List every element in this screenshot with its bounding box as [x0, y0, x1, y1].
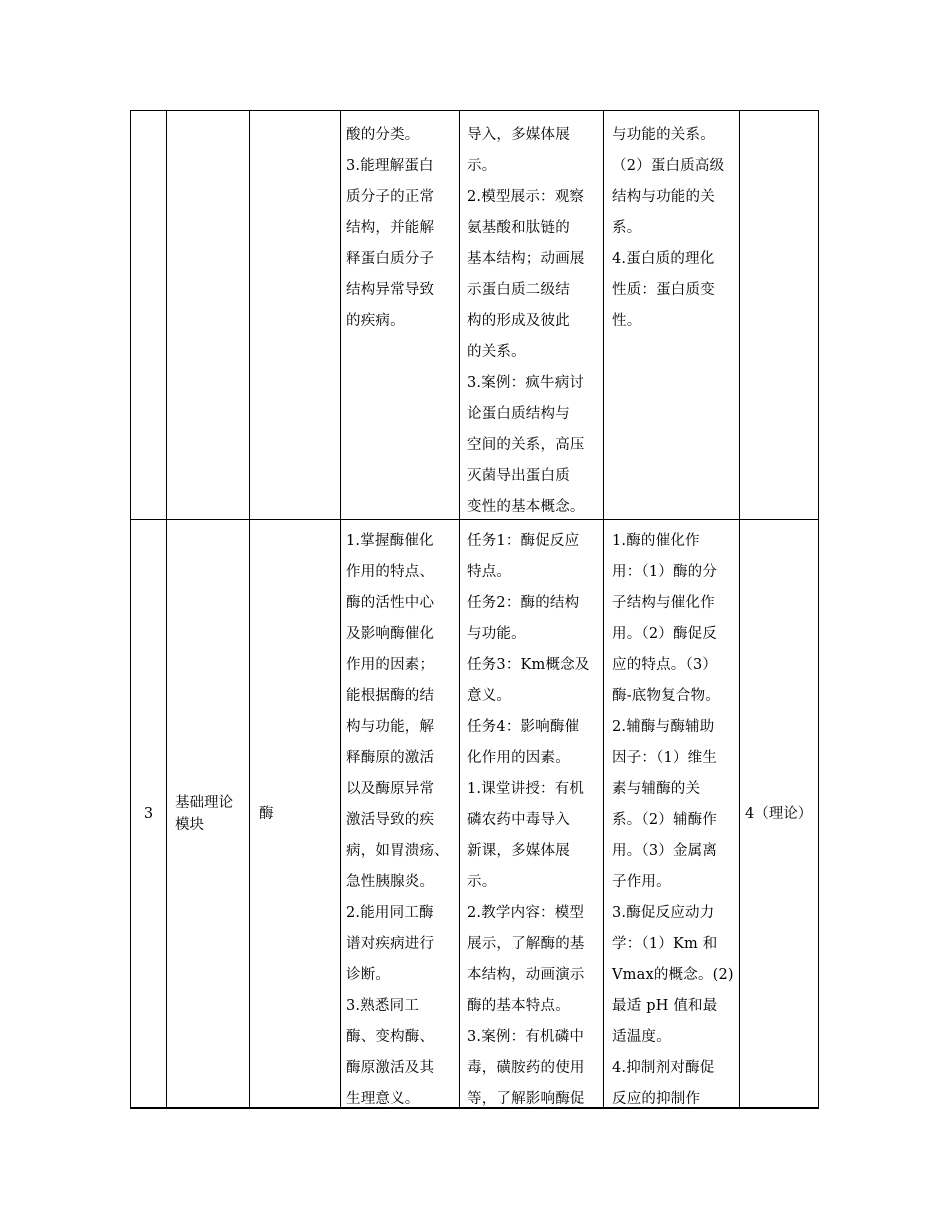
col-divider: [249, 111, 250, 1107]
col-divider: [739, 111, 740, 1107]
row1-methods: 导入，多媒体展 示。 2.模型展示：观察 氨基酸和肽链的 基本结构；动画展 示蛋白质二级结 构的形成及彼此 的关系。 3.案例：疯牛病讨 论蛋白质结构与 空间的关系，高压 灭菌导出蛋白质 变性的基本概念。: [467, 127, 585, 515]
row2-methods: 任务1：酶促反应 特点。 任务2：酶的结构 与功能。 任务3：Km概念及 意义。 任务4：影响酶催 化作用的因素。 1.课堂讲授：有机 磷农药中毒导入 新课，多媒体展 示。 2.教学内容：模型 展示，了解酶的基 本结构，动画演示 酶的基本特点。 3.案例：有机磷中 毒，磺胺药的使用 等，了解影响酶促: [467, 533, 590, 1107]
row2-module: 基础理论 模块: [175, 795, 233, 833]
col-divider: [340, 111, 341, 1107]
row2-number-cell: [131, 520, 166, 1108]
row2-unit: 酶: [259, 806, 274, 822]
row1-content: 与功能的关系。 （2）蛋白质高级 结构与功能的关 系。 4.蛋白质的理化 性质：蛋白质变 性。: [612, 127, 725, 329]
col-divider: [166, 111, 167, 1107]
course-table: [130, 110, 819, 1109]
row2-hours-cell: [745, 520, 819, 1108]
row2-hours: 4（理论）: [745, 806, 813, 822]
row2-content: 1.酶的催化作 用：（1）酶的分 子结构与催化作 用。（2）酶促反 应的特点。（3） 酶-底物复合物。 2.辅酶与酶辅助 因子：（1）维生 素与辅酶的关 系。（2）辅酶作 用。（3）金属离 子作用。 3.酶促反应动力 学：（1）Km 和 Vmax的概念。(2) 最适 pH 值和最 适温度。 4.抑制剂对酶促 反应的抑制作: [612, 533, 734, 1107]
row2-module-cell: [175, 520, 249, 1108]
col-divider: [603, 111, 604, 1107]
row1-objectives: 酸的分类。 3.能理解蛋白 质分子的正常 结构，并能解 释蛋白质分子 结构异常导致 的疾病。: [346, 127, 435, 329]
row2-objectives: 1.掌握酶催化 作用的特点、 酶的活性中心 及影响酶催化 作用的因素； 能根据酶的结 构与功能，解 释酶原的激活 以及酶原异常 激活导致的疾 病，如胃溃疡、 急性胰腺炎。 2.能用同工酶 谱对疾病进行 诊断。 3.熟悉同工 酶、变构酶、 酶原激活及其 生理意义。: [346, 533, 449, 1107]
row2-number: 3: [143, 806, 154, 822]
col-divider: [459, 111, 460, 1107]
row2-unit-cell: [259, 520, 339, 1108]
